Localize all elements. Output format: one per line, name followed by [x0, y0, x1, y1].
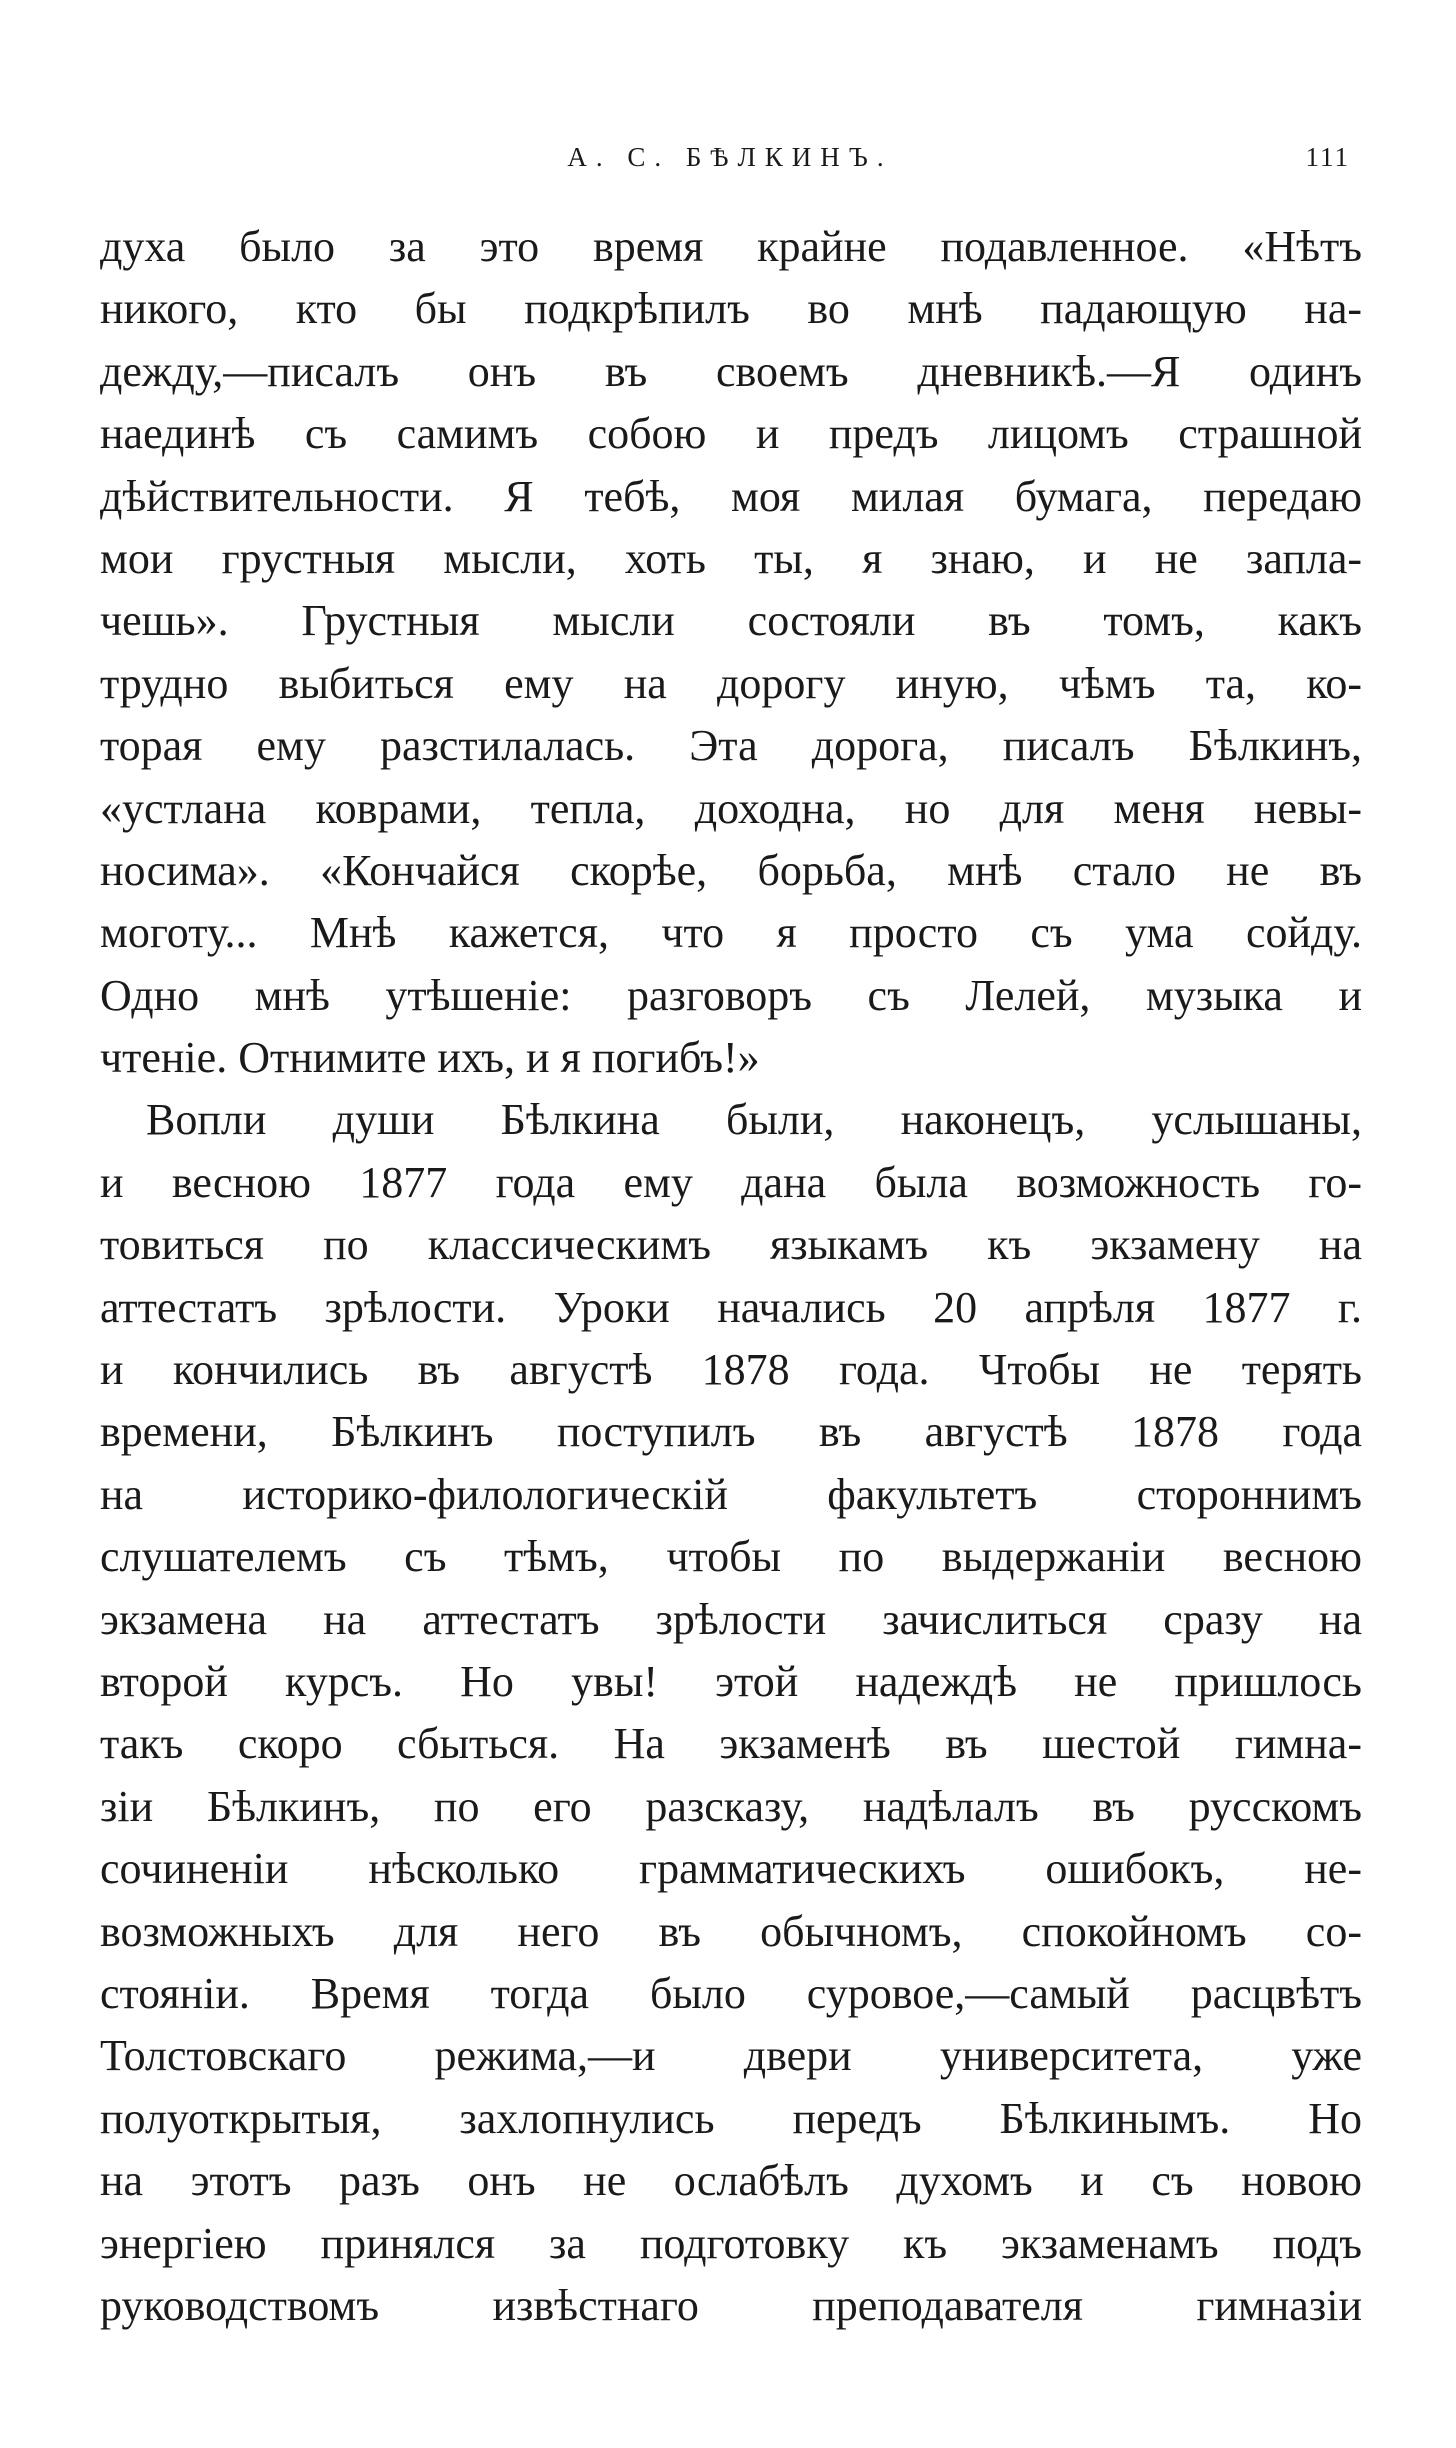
running-title: А. С. БѢЛКИНЪ.	[567, 142, 893, 172]
text-line: и весною 1877 года ему дана была возможность го-	[100, 1157, 1362, 1207]
text-line: слушателемъ съ тѣмъ, чтобы по выдержаніи весною	[100, 1532, 1362, 1582]
text-line: Одно мнѣ утѣшеніе: разговоръ съ Лелей, музыка и	[100, 970, 1362, 1020]
text-line: мои грустныя мысли, хоть ты, я знаю, и не запла-	[100, 533, 1362, 583]
text-line: торая ему разстилалась. Эта дорога, писалъ Бѣлкинъ,	[100, 721, 1362, 771]
text-line: на историко-филологическій факультетъ стороннимъ	[100, 1469, 1362, 1519]
text-line: времени, Бѣлкинъ поступилъ въ августѣ 1878 года	[100, 1407, 1362, 1457]
text-line: Вопли души Бѣлкина были, наконецъ, услышаны,	[146, 1095, 1362, 1145]
text-line: возможныхъ для него въ обычномъ, спокойномъ со-	[100, 1906, 1362, 1956]
text-line: чтеніе. Отнимите ихъ, и я погибъ!»	[100, 1033, 760, 1083]
text-line: трудно выбиться ему на дорогу иную, чѣмъ та, ко-	[100, 658, 1362, 708]
text-line: зіи Бѣлкинъ, по его разсказу, надѣлалъ въ русскомъ	[100, 1781, 1362, 1831]
text-line: Толстовскаго режима,—и двери университета, уже	[100, 2031, 1362, 2081]
text-line: дѣйствительности. Я тебѣ, моя милая бумага, передаю	[100, 471, 1362, 521]
text-line: наединѣ съ самимъ собою и предъ лицомъ страшной	[100, 409, 1362, 459]
text-line: руководствомъ извѣстнаго преподавателя гимназіи	[100, 2280, 1362, 2330]
text-line: товиться по классическимъ языкамъ къ экзамену на	[100, 1220, 1362, 1270]
text-line: моготу... Мнѣ кажется, что я просто съ ума сойду.	[100, 908, 1362, 958]
text-line: такъ скоро сбыться. На экзаменѣ въ шестой гимна-	[100, 1719, 1362, 1769]
text-line: носима». «Кончайся скорѣе, борьба, мнѣ стало не въ	[100, 845, 1362, 895]
paragraph-1	[100, 216, 1362, 1089]
text-line: сочиненіи нѣсколько грамматическихъ ошибокъ, не-	[100, 1844, 1362, 1894]
text-line: на этотъ разъ онъ не ослабѣлъ духомъ и съ новою	[100, 2156, 1362, 2206]
text-line: полуоткрытыя, захлопнулись передъ Бѣлкинымъ. Но	[100, 2093, 1362, 2143]
text-line: аттестатъ зрѣлости. Уроки начались 20 апрѣля 1877 г.	[100, 1282, 1362, 1332]
text-line: дежду,—писалъ онъ въ своемъ дневникѣ.—Я одинъ	[100, 346, 1362, 396]
text-line: энергіею принялся за подготовку къ экзаменамъ подъ	[100, 2218, 1362, 2268]
text-line: чешь». Грустныя мысли состояли въ томъ, какъ	[100, 596, 1362, 646]
body-text	[100, 216, 1362, 2337]
text-line: стояніи. Время тогда было суровое,—самый расцвѣтъ	[100, 1968, 1362, 2018]
page-number: 111	[1305, 142, 1350, 172]
running-head	[100, 138, 1360, 178]
text-line: никого, кто бы подкрѣпилъ во мнѣ падающую на-	[100, 284, 1362, 334]
text-line: второй курсъ. Но увы! этой надеждѣ не пришлось	[100, 1656, 1362, 1706]
text-line: экзамена на аттестатъ зрѣлости зачислиться сразу на	[100, 1594, 1362, 1644]
text-line: духа было за это время крайне подавленное. «Нѣтъ	[100, 222, 1362, 271]
text-line: «устлана коврами, тепла, доходна, но для меня невы-	[100, 783, 1362, 833]
paragraph-2	[100, 1089, 1362, 2337]
text-line: и кончились въ августѣ 1878 года. Чтобы не терять	[100, 1345, 1362, 1395]
